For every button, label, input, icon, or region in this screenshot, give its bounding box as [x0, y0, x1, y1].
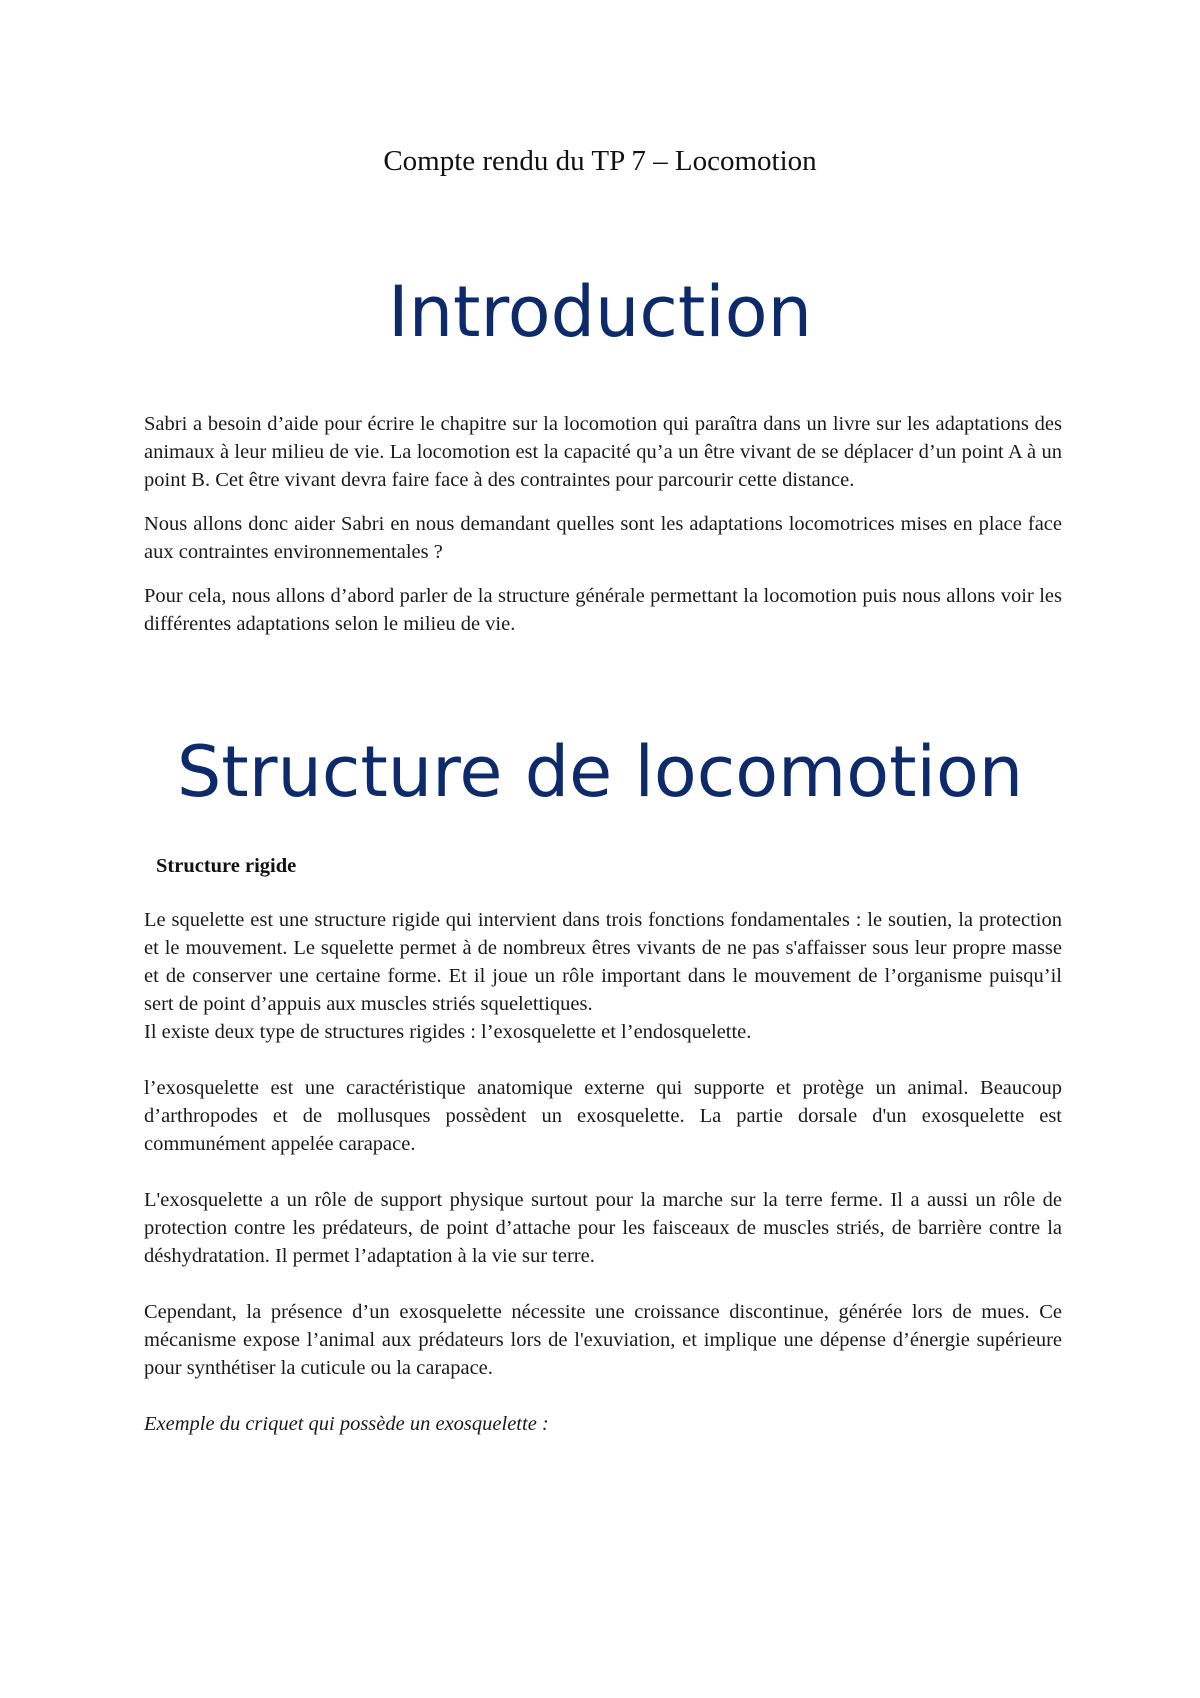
structure-paragraph: Il existe deux type de structures rigides : l’exosquelette et l’endosquelette. [144, 1021, 752, 1043]
document-title: Compte rendu du TP 7 – Locomotion [383, 145, 817, 177]
structure-paragraph: l’exosquelette est une caractéristique anatomique externe qui supporte et protège un animal. Beaucoup d’arthropodes et de mollusques possèdent un exosquelette. La partie dorsale d'un exosquelette est communément appelée carapace. [144, 1077, 1062, 1155]
structure-paragraph: Le squelette est une structure rigide qui intervient dans trois fonctions fondamentales : le soutien, la protection et le mouvement. Le squelette permet à de nombreux êtres vivants de ne pas s'affaisser sous leur propre masse et de conserver une certaine forme. Et il joue un rôle important dans le mouvement de l’organisme puisqu’il sert de point d’appuis aux muscles striés squelettiques. [144, 909, 1062, 1015]
structure-heading: Structure de locomotion [176, 731, 1024, 813]
introduction-paragraph: Nous allons donc aider Sabri en nous demandant quelles sont les adaptations locomotrices mises en place face aux contraintes environnementales ? [144, 513, 1062, 563]
introduction-heading: Introduction [388, 271, 812, 353]
introduction-paragraph: Pour cela, nous allons d’abord parler de la structure générale permettant la locomotion puis nous allons voir les différentes adaptations selon le milieu de vie. [144, 585, 1062, 635]
structure-rigide-subheading: Structure rigide [156, 855, 297, 877]
structure-body [144, 906, 1062, 1466]
introduction-paragraph: Sabri a besoin d’aide pour écrire le chapitre sur la locomotion qui paraîtra dans un livre sur les adaptations des animaux à leur milieu de vie. La locomotion est la capacité qu’a un être vivant de se déplacer d’un point A à un point B. Cet être vivant devra faire face à des contraintes pour parcourir cette distance. [144, 413, 1062, 491]
introduction-body [144, 410, 1062, 654]
structure-paragraph: L'exosquelette a un rôle de support physique surtout pour la marche sur la terre ferme. Il a aussi un rôle de protection contre les prédateurs, de point d’attache pour les faisceaux de muscles striés, de barrière contre la déshydratation. Il permet l’adaptation à la vie sur terre. [144, 1189, 1062, 1267]
structure-paragraph: Cependant, la présence d’un exosquelette nécessite une croissance discontinue, générée lors de mues. Ce mécanisme expose l’animal aux prédateurs lors de l'exuviation, et implique une dépense d’énergie supérieure pour synthétiser la cuticule ou la carapace. [144, 1301, 1062, 1379]
example-caption: Exemple du criquet qui possède un exosquelette : [144, 1413, 549, 1435]
